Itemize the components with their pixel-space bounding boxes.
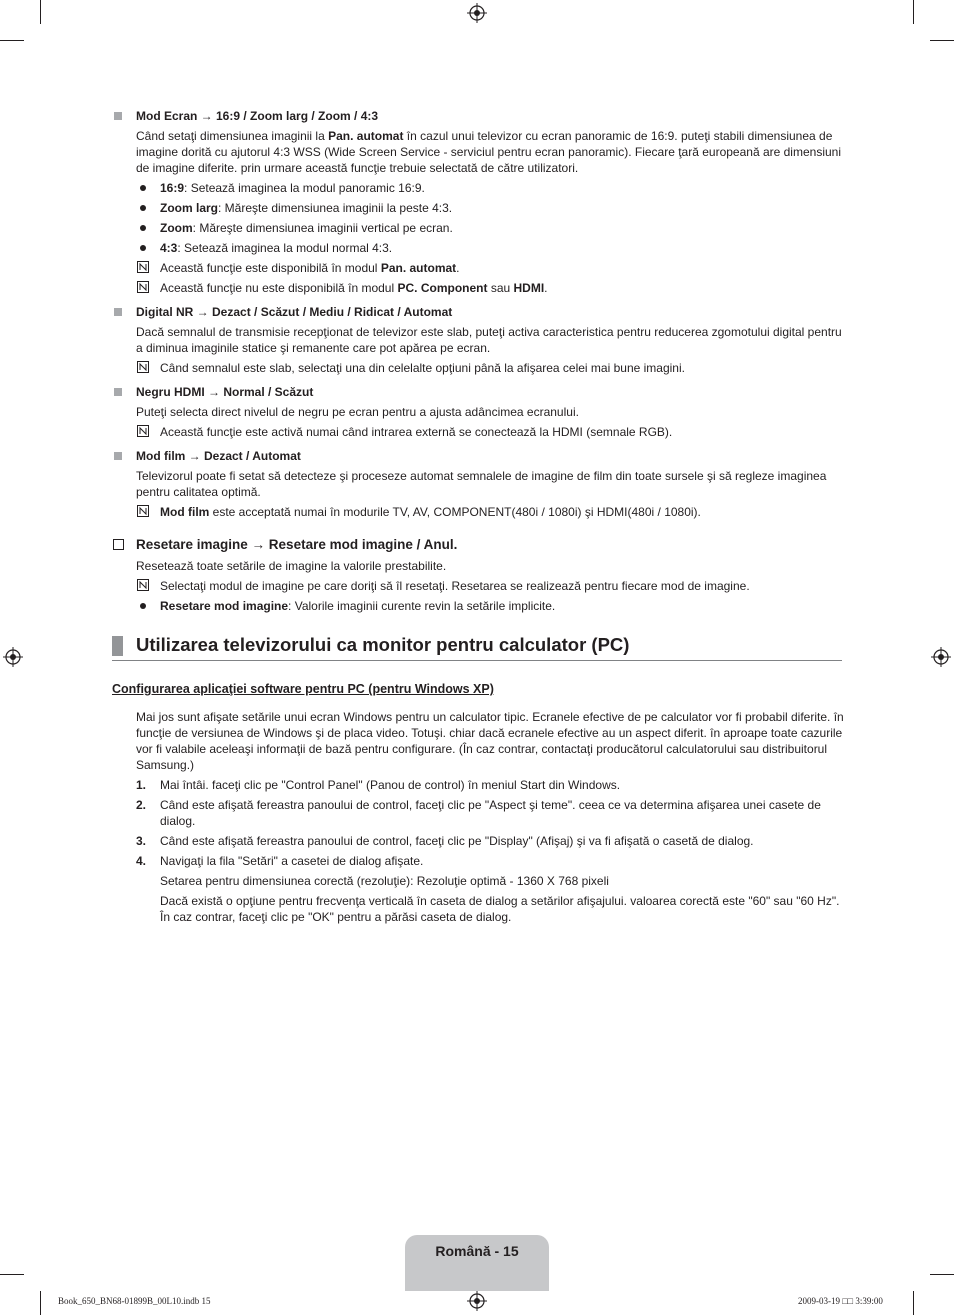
bullet-dot-icon xyxy=(140,225,146,231)
subheading-windows-xp: Configurarea aplicaţiei software pentru PC (pentru Windows XP) xyxy=(112,682,494,696)
section-heading-resetare-imagine: Resetare imagine → Resetare mod imagine / Anul. xyxy=(112,536,844,554)
section-heading-mod-film: Mod film → Dezact / Automat xyxy=(112,448,844,464)
numbered-step: 4. Navigaţi la fila "Setări" a casetei de dialog afişate. xyxy=(136,854,424,868)
numbered-step: 3. Când este afişată fereastra panoului de control, faceţi clic pe "Display" (Afişaj) şi va fi afişată o casetă de dialog. xyxy=(136,834,754,848)
list-item: Resetare mod imagine: Valorile imaginii curente revin la setările implicite. xyxy=(112,598,844,614)
page-number-label: Română - 15 xyxy=(435,1243,519,1259)
bullet-dot-icon xyxy=(140,205,146,211)
note-item: Mod film este acceptată numai în modurile TV, AV, COMPONENT(480i / 1080i) şi HDMI(480i / 1080i). xyxy=(112,504,844,520)
crop-mark xyxy=(40,0,41,24)
print-slug-timestamp: 2009-03-19 □□ 3:39:00 xyxy=(798,1296,883,1306)
paragraph: Televizorul poate fi setat să detecteze şi proceseze automat semnalele de imagine de film din toate sursele şi să regleze imaginea pentru calitatea optimă. xyxy=(136,469,827,499)
note-icon xyxy=(137,281,149,293)
page-content xyxy=(112,108,844,925)
note-icon xyxy=(137,505,149,517)
checkbox-icon xyxy=(113,539,124,550)
section-bar-icon xyxy=(112,636,123,656)
note-icon xyxy=(137,425,149,437)
registration-mark-icon xyxy=(467,3,487,23)
print-slug-filename: Book_650_BN68-01899B_00L10.indb 15 xyxy=(58,1296,211,1306)
note-item: Selectaţi modul de imagine pe care doriţi să îl resetaţi. Resetarea se realizează pentru fiecare mod de imagine. xyxy=(112,578,844,594)
section-heading-mod-ecran: Mod Ecran → 16:9 / Zoom larg / Zoom / 4:3 xyxy=(112,108,844,124)
list-item: 16:9: Setează imaginea la modul panoramic 16:9. xyxy=(112,180,844,196)
list-item: Zoom: Măreşte dimensiunea imaginii vertical pe ecran. xyxy=(112,220,844,236)
crop-mark xyxy=(40,1291,41,1315)
page-number-tab xyxy=(405,1235,549,1291)
paragraph: Mai jos sunt afişate setările unui ecran Windows pentru un calculator tipic. Ecranele efective de pe calculator vor fi probabil diferite. în funcţie de versiunea de Windows şi de placa video. Totuşi. chiar dacă ecranele efective au un aspect diferit. în aproape toate cazurile vor fi valabile aceleaşi informaţii de bază pentru configurare. (În caz contrar, contactaţi producătorul calculatorului sau distribuitorul Samsung.) xyxy=(136,710,844,772)
bullet-dot-icon xyxy=(140,185,146,191)
note-icon xyxy=(137,361,149,373)
paragraph: Dacă semnalul de transmisie recepţionat de televizor este slab, puteţi activa caracteristica pentru reducerea zgomotului digital pentru a diminua imaginile statice şi remanente care pot apărea pe ecran. xyxy=(136,325,842,355)
registration-mark-icon xyxy=(467,1291,487,1311)
square-bullet-icon xyxy=(114,308,122,316)
bullet-dot-icon xyxy=(140,603,146,609)
registration-mark-icon xyxy=(931,647,951,667)
section-heading-digital-nr: Digital NR → Dezact / Scăzut / Mediu / Ridicat / Automat xyxy=(112,304,844,320)
square-bullet-icon xyxy=(114,112,122,120)
numbered-step: 2. Când este afişată fereastra panoului de control, faceţi clic pe "Aspect şi teme". ceea ce va determina afişarea unei casete de dialog. xyxy=(136,798,821,828)
note-item: Această funcţie este disponibilă în modul Pan. automat. xyxy=(112,260,844,276)
bullet-dot-icon xyxy=(140,245,146,251)
registration-mark-icon xyxy=(3,647,23,667)
paragraph: Resetează toate setările de imagine la valorile prestabilite. xyxy=(136,559,447,573)
square-bullet-icon xyxy=(114,388,122,396)
section-heading-negru-hdmi: Negru HDMI → Normal / Scăzut xyxy=(112,384,844,400)
crop-mark xyxy=(0,40,24,41)
list-item: Zoom larg: Măreşte dimensiunea imaginii la peste 4:3. xyxy=(112,200,844,216)
section-title-pc: Utilizarea televizorului ca monitor pentru calculator (PC) xyxy=(112,634,842,661)
paragraph: Puteţi selecta direct nivelul de negru pe ecran pentru a ajusta adâncimea ecranului. xyxy=(136,405,579,419)
step-detail: Setarea pentru dimensiunea corectă (rezoluţie): Rezoluţie optimă - 1360 X 768 pixeli xyxy=(160,874,609,888)
step-detail: Dacă există o opţiune pentru frecvenţa verticală în caseta de dialog a setărilor afişajului. valoarea corectă este "60" sau "60 Hz". În caz contrar, faceţi clic pe "OK" pentru a părăsi caseta de dialog. xyxy=(160,894,840,924)
note-item: Această funcţie este activă numai când intrarea externă se conectează la HDMI (semnale RGB). xyxy=(112,424,844,440)
paragraph: Când setaţi dimensiunea imaginii la Pan. automat în cazul unui televizor cu ecran panoramic de 16:9. puteţi stabili dimensiunea de imagine dorită cu ajutorul 4:3 WSS (Wide Screen Service - serviciul pentru ecran panoramic). Fiecare ţară europeană are dimensiuni de imagine diferite. prin urmare această funcţie trebuie selectată de către utilizatori. xyxy=(136,129,841,175)
square-bullet-icon xyxy=(114,452,122,460)
numbered-step: 1. Mai întâi. faceţi clic pe "Control Panel" (Panou de control) în meniul Start din Windows. xyxy=(136,778,621,792)
crop-mark xyxy=(930,40,954,41)
note-item: Această funcţie nu este disponibilă în modul PC. Component sau HDMI. xyxy=(112,280,844,296)
crop-mark xyxy=(0,1274,24,1275)
note-icon xyxy=(137,261,149,273)
list-item: 4:3: Setează imaginea la modul normal 4:3. xyxy=(112,240,844,256)
crop-mark xyxy=(930,1274,954,1275)
crop-mark xyxy=(913,0,914,24)
note-item: Când semnalul este slab, selectaţi una din celelalte opţiuni până la afişarea celei mai bune imagini. xyxy=(112,360,844,376)
crop-mark xyxy=(913,1291,914,1315)
note-icon xyxy=(137,579,149,591)
